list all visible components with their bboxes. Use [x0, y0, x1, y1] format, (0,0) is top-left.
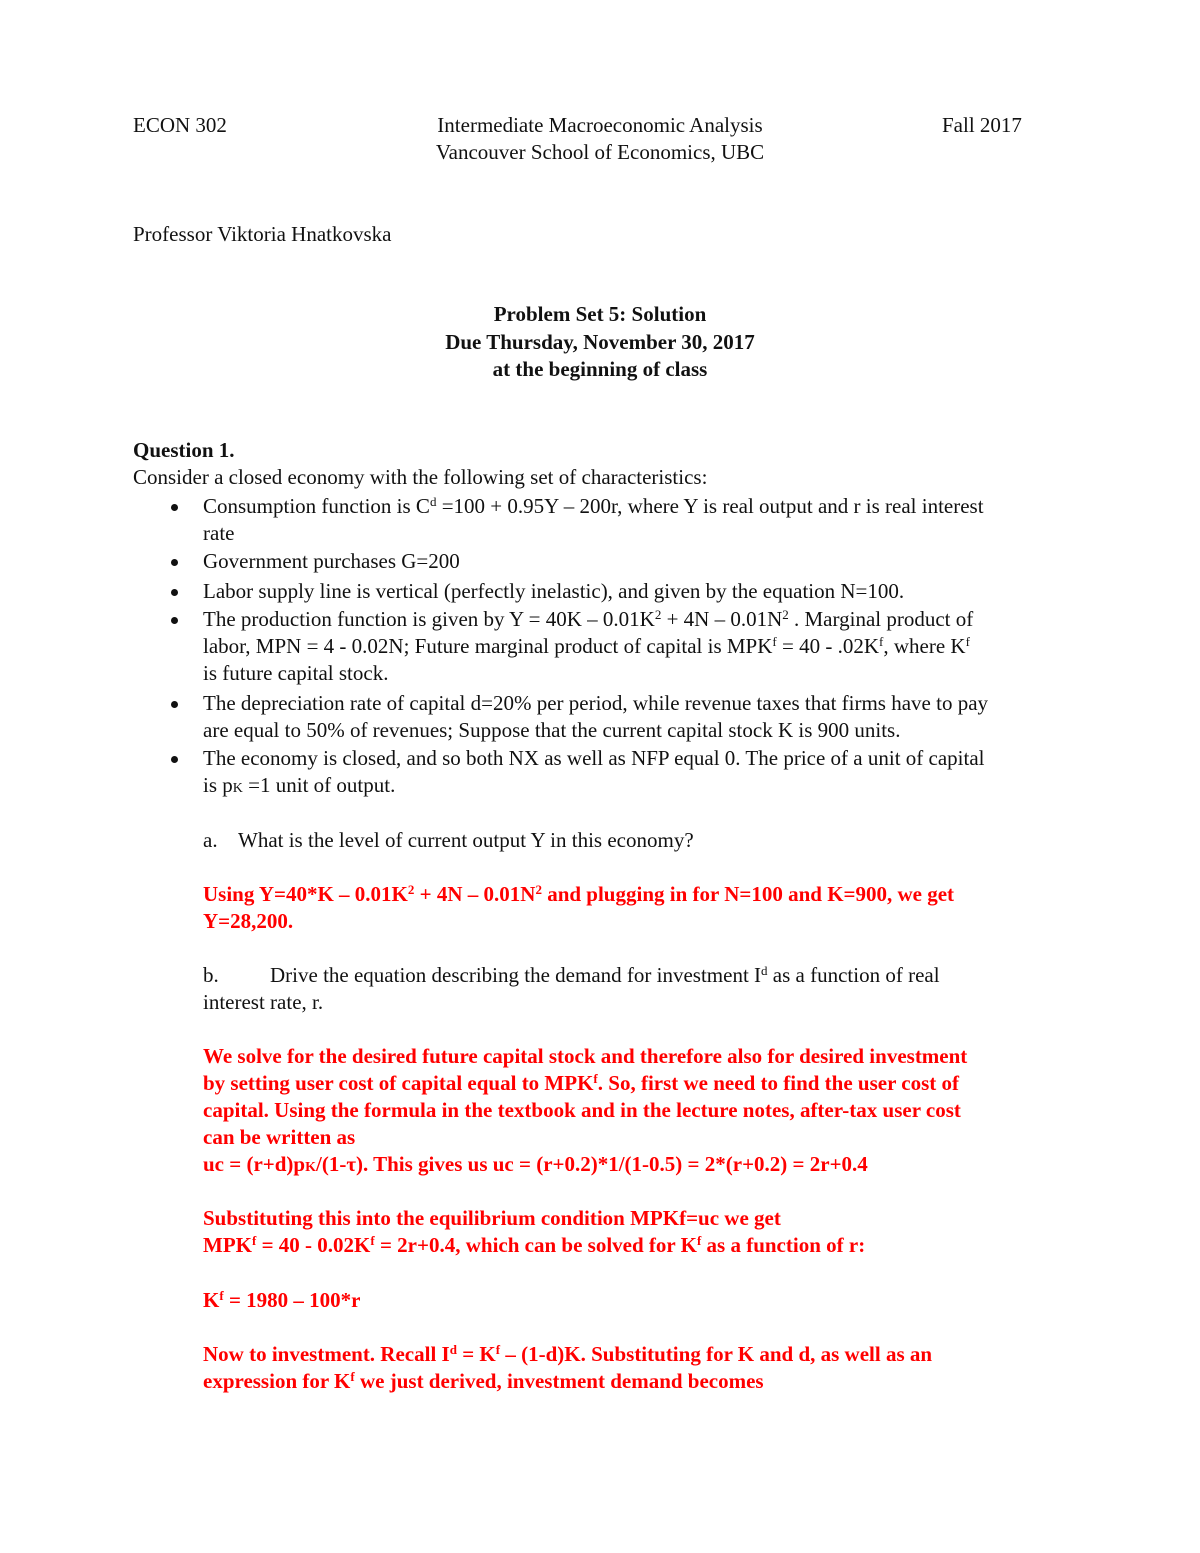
part-a-question: What is the level of current output Y in this economy?: [238, 828, 694, 852]
investment-line-cont: expression for $K^f$ we just derived, investment demand becomes: [203, 1369, 764, 1393]
part-b-answer-line: can be written as: [203, 1125, 356, 1149]
bullet-dot: [171, 756, 178, 763]
question-heading: Question 1.: [133, 438, 235, 462]
part-b-question-cont: interest rate, r.: [203, 990, 324, 1014]
bullet-production-cont2: is future capital stock.: [203, 661, 389, 685]
part-b-question: Drive the equation describing the demand for investment $I^d$ as a function of real: [270, 963, 940, 987]
bullet-consumption-cont: rate: [203, 521, 235, 545]
part-a-label: a.: [203, 828, 218, 852]
question-intro: Consider a closed economy with the following set of characteristics:: [133, 465, 708, 489]
part-b-answer-line: We solve for the desired future capital stock and therefore also for desired investment: [203, 1044, 968, 1068]
investment-line: Now to investment. Recall $I^d = K^f - (1-d)K$. Substituting for K and d, as well as an: [203, 1342, 933, 1366]
part-a-answer: Using $Y=40*K - 0.01K^2 + 4N - 0.01N^2$ and plugging in for N=100 and K=900, we get: [203, 882, 955, 906]
bullet-dot: [171, 617, 178, 624]
professor-name: Professor Viktoria Hnatkovska: [133, 222, 392, 246]
mpk-equation: $MPK^f = 40 - 0.02K^f = 2r+0.4$, which can be solved for $K^f$ as a function of r:: [203, 1233, 866, 1257]
part-b-answer-line: Substituting this into the equilibrium condition MPKf=uc we get: [203, 1206, 781, 1230]
bullet-consumption: Consumption function is $C^d =100 + 0.95Y - 200r$, where Y is real output and r is real interest: [203, 494, 984, 518]
course-code: ECON 302: [133, 113, 227, 137]
bullet-production-cont: labor, MPN = 4 - 0.02N; Future marginal product of capital is $MPK^f = 40 - .02K^f$, where $K^f$: [203, 634, 970, 658]
bullet-depreciation-cont: are equal to 50% of revenues; Suppose that the current capital stock K is 900 units.: [203, 718, 901, 742]
bullet-production: The production function is given by $Y = 40K - 0.01K^2 + 4N - 0.01N^2$ . Marginal product of: [203, 607, 974, 631]
part-b-label: b.: [203, 963, 219, 987]
part-b-answer-line: by setting user cost of capital equal to MPK$^f$. So, first we need to find the user cost of: [203, 1071, 960, 1095]
bullet-dot: [171, 701, 178, 708]
term: Fall 2017: [942, 113, 1022, 137]
user-cost-formula: uc = (r+d)pK/(1-τ). This gives us uc = (r+0.2)*1/(1-0.5) = 2*(r+0.2) = 2r+0.4: [203, 1152, 868, 1176]
school-name: Vancouver School of Economics, UBC: [435, 140, 765, 164]
bullet-closed-economy: The economy is closed, and so both NX as well as NFP equal 0. The price of a unit of capital: [203, 746, 985, 770]
bullet-depreciation: The depreciation rate of capital d=20% per period, while revenue taxes that firms have to pay: [203, 691, 989, 715]
bullet-government: Government purchases G=200: [203, 549, 460, 573]
due-date: Due Thursday, November 30, 2017: [445, 330, 755, 354]
part-b-answer-line: capital. Using the formula in the textbook and in the lecture notes, after-tax user cost: [203, 1098, 961, 1122]
bullet-dot: [171, 589, 178, 596]
bullet-dot: [171, 504, 178, 511]
due-time: at the beginning of class: [492, 357, 708, 381]
page-title: Problem Set 5: Solution: [493, 302, 707, 326]
bullet-closed-economy-cont: is pK =1 unit of output.: [203, 773, 396, 797]
capital-equation: $K^f = 1980 - 100*r$: [203, 1288, 361, 1312]
part-a-answer-cont: Y=28,200.: [203, 909, 294, 933]
bullet-labor-supply: Labor supply line is vertical (perfectly inelastic), and given by the equation N=100.: [203, 579, 905, 603]
course-title: Intermediate Macroeconomic Analysis: [437, 113, 763, 137]
bullet-dot: [171, 559, 178, 566]
